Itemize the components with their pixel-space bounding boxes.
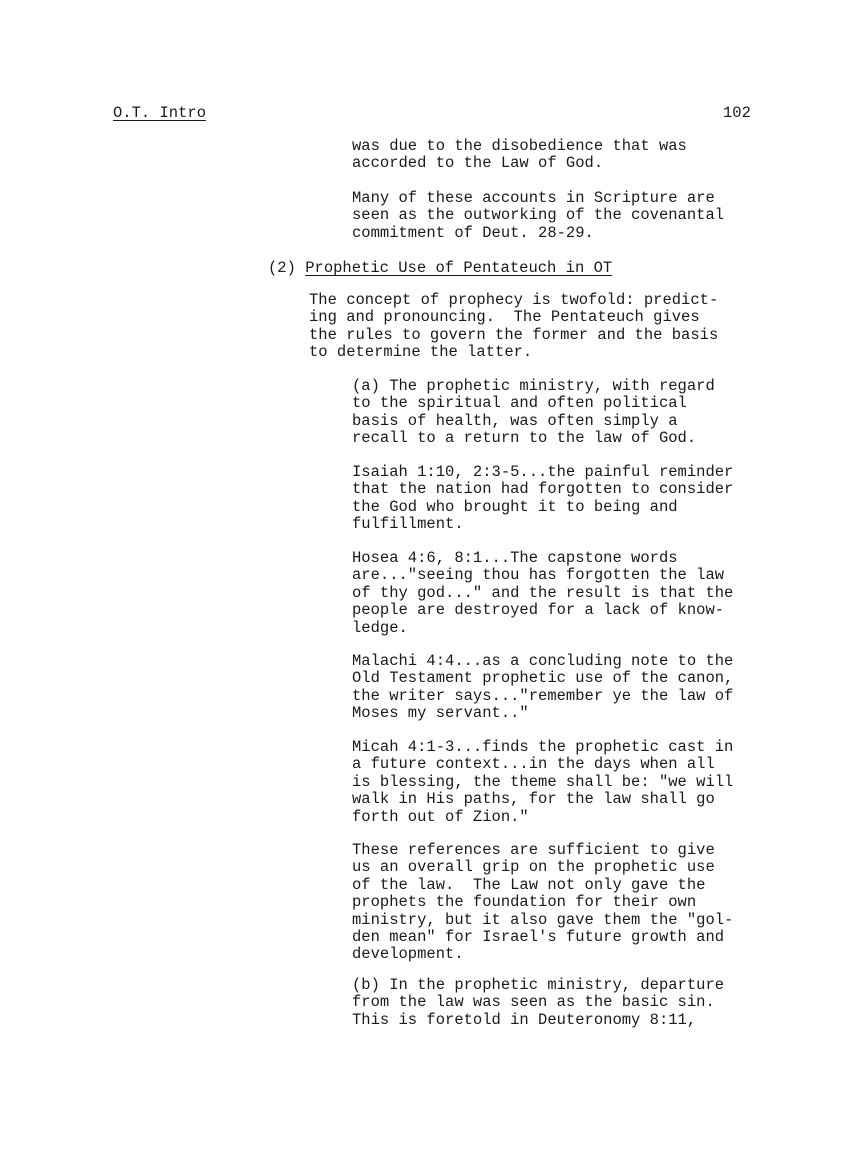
section-title: Prophetic Use of Pentateuch in OT	[305, 259, 613, 277]
paragraph-malachi: Malachi 4:4...as a concluding note to the Old Testament prophetic use of the canon, the writer says..."remember ye the law of Moses my servant.."	[352, 652, 734, 723]
page-number: 102	[723, 104, 751, 122]
paragraph-disobedience: was due to the disobedience that was accorded to the Law of God.	[352, 137, 687, 173]
paragraph-hosea: Hosea 4:6, 8:1...The capstone words are..."seeing thou has forgotten the law of thy god..." and the result is that the people are destroyed for a lack of know- ledge.	[352, 549, 734, 637]
paragraph-prophetic-ministry-b: (b) In the prophetic ministry, departure from the law was seen as the basic sin. This is foretold in Deuteronomy 8:11,	[352, 976, 725, 1029]
running-header-title: O.T. Intro	[113, 104, 207, 122]
paragraph-prophetic-ministry-a: (a) The prophetic ministry, with regard to the spiritual and often political basis of health, was often simply a recall to a return to the law of God.	[352, 377, 715, 448]
paragraph-isaiah: Isaiah 1:10, 2:3-5...the painful reminder that the nation had forgotten to consider the God who brought it to being and fulfillment.	[352, 463, 734, 534]
paragraph-concept-of-prophecy: The concept of prophecy is twofold: predict- ing and pronouncing. The Pentateuch gives the rules to govern the former and the basis to determine the latter.	[309, 291, 719, 362]
paragraph-references-summary: These references are sufficient to give us an overall grip on the prophetic use of the law. The Law not only gave the prophets the foundation for their own ministry, but it also gave them the "gol- den mean" for Israel's future growth and development.	[352, 841, 734, 964]
section-number: (2)	[268, 259, 296, 277]
paragraph-micah: Micah 4:1-3...finds the prophetic cast in a future context...in the days when all is blessing, the theme shall be: "we will walk in His paths, for the law shall go forth out of Zion."	[352, 738, 734, 826]
section-heading	[268, 259, 612, 277]
paragraph-covenantal-accounts: Many of these accounts in Scripture are seen as the outworking of the covenantal commitment of Deut. 28-29.	[352, 189, 725, 242]
